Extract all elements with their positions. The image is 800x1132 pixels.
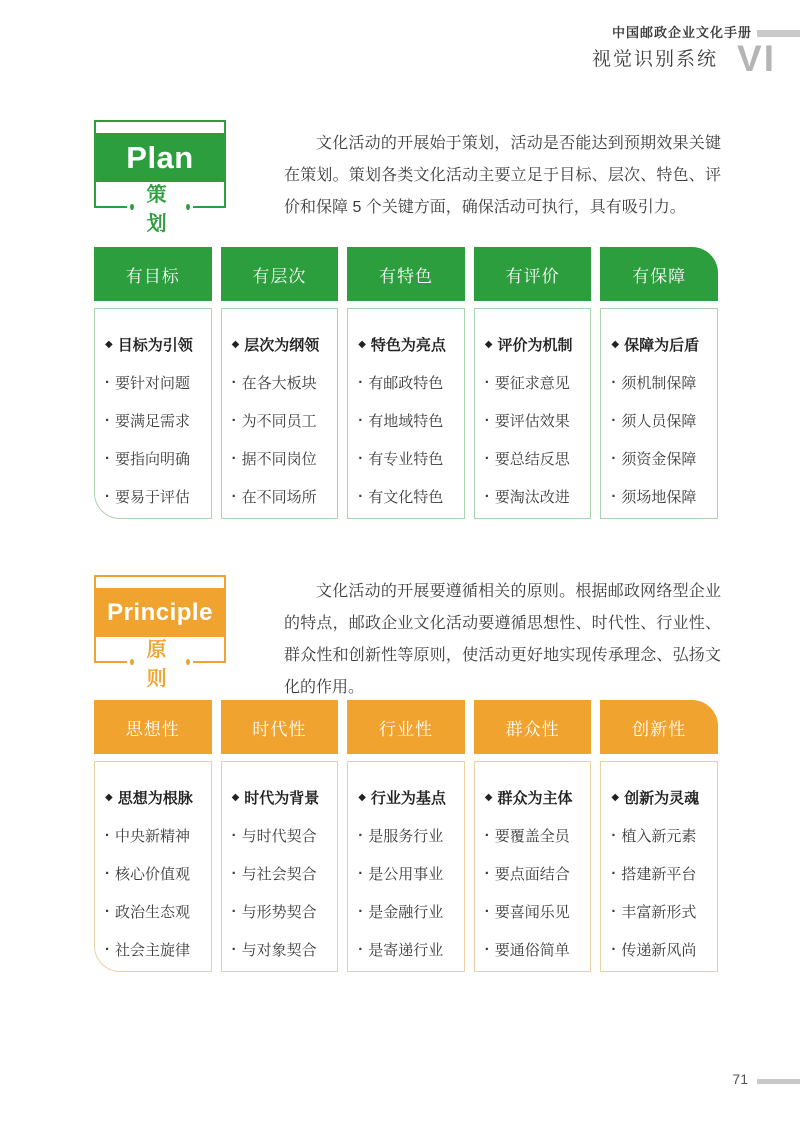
column-item-text: 须场地保障 [621,488,697,506]
diamond-bullet-icon: ◆ [484,338,493,350]
diamond-bullet-icon: ◆ [231,791,240,803]
principle-paragraph: 文化活动的开展要遵循相关的原则。根据邮政网络型企业的特点，邮政企业文化活动要遵循思想性、时代性、行业性、群众性和创新性等原则，使活动更好地实现传承理念、弘扬文化的作用。 [284,583,721,696]
plan-body-cell [474,308,592,519]
column-item-row [232,854,336,892]
dot-bullet-icon: · [358,864,364,882]
diamond-bullet-icon: ◆ [105,338,113,350]
column-item-row [358,439,462,477]
column-item-row [105,892,209,930]
column-item-text: 要覆盖全员 [494,827,570,845]
column-item-text: 是金融行业 [368,903,444,921]
dot-bullet-icon: · [231,373,237,391]
column-item-row [611,854,715,892]
column-item-row [485,892,589,930]
dot-bullet-icon: · [611,411,617,429]
column-item-text: 中央新精神 [115,827,191,845]
dot-bullet-icon: · [231,449,237,467]
dot-bullet-icon: · [231,826,237,844]
column-item-row [105,363,209,401]
column-title-text: 行业为基点 [370,789,446,807]
principle-body-cell [94,761,212,972]
column-item-text: 要易于评估 [115,488,191,506]
dot-bullet-icon: · [105,373,110,391]
dot-bullet-icon: · [105,940,110,958]
column-item-row [105,930,209,968]
principle-body-cell [221,761,339,972]
column-item-text: 与时代契合 [241,827,317,845]
principle-body-cell [600,761,718,972]
dot-bullet-icon: · [358,487,364,505]
dot-bullet-icon: · [105,411,110,429]
principle-badge [94,575,226,690]
plan-column-goal [94,247,212,519]
dot-bullet-icon: · [484,902,490,920]
column-item-row [485,363,589,401]
page-number: 71 [732,1071,748,1087]
plan-badge-zh: 策划 [146,184,169,235]
dot-bullet-icon: · [611,826,617,844]
column-title-row [232,778,336,816]
column-item-text: 为不同员工 [241,412,317,430]
plan-table [94,247,718,519]
column-item-row [611,892,715,930]
dot-bullet-icon: · [611,487,617,505]
footer-decor-bar [757,1079,800,1084]
diamond-bullet-icon: ◆ [484,791,493,803]
column-item-text: 要淘汰改进 [494,488,570,506]
dot-bullet-icon: · [358,411,364,429]
principle-header-cell: 思想性 [94,700,212,754]
column-item-row [232,401,336,439]
column-item-row [232,363,336,401]
column-item-text: 传递新风尚 [621,941,697,959]
left-dot-icon [130,204,134,210]
column-title-text: 创新为灵魂 [624,789,700,807]
principle-badge-zh: 原则 [146,639,169,690]
column-item-text: 是寄递行业 [368,941,444,959]
column-item-text: 须人员保障 [621,412,697,430]
dot-bullet-icon: · [611,902,617,920]
column-item-text: 要点面结合 [494,865,570,883]
column-item-text: 政治生态观 [115,903,191,921]
plan-column-level [221,247,339,519]
column-title-row [485,778,589,816]
column-item-text: 在不同场所 [241,488,317,506]
column-item-text: 丰富新形式 [621,903,697,921]
dot-bullet-icon: · [105,487,110,505]
column-item-text: 是服务行业 [368,827,444,845]
diamond-bullet-icon: ◆ [611,791,620,803]
plan-header-cell: 有目标 [94,247,212,301]
column-title-row [105,325,209,363]
column-item-text: 须机制保障 [621,374,697,392]
column-title-text: 群众为主体 [497,789,573,807]
diamond-bullet-icon: ◆ [611,338,620,350]
dot-bullet-icon: · [105,902,110,920]
column-item-row [611,930,715,968]
column-item-text: 要评估效果 [494,412,570,430]
column-item-text: 要总结反思 [494,450,570,468]
dot-bullet-icon: · [484,864,490,882]
plan-body-cell [221,308,339,519]
plan-body-cell [347,308,465,519]
column-item-row [105,477,209,515]
plan-column-support [600,247,718,519]
column-item-row [358,930,462,968]
column-item-text: 植入新元素 [621,827,697,845]
column-item-row [611,401,715,439]
dot-bullet-icon: · [358,449,364,467]
column-item-row [358,892,462,930]
column-item-row [105,401,209,439]
column-item-row [485,816,589,854]
column-title-text: 评价为机制 [497,336,573,354]
plan-badge-title: Plan [96,133,224,182]
column-title-row [611,325,715,363]
principle-badge-label [127,639,193,690]
column-item-row [105,439,209,477]
dot-bullet-icon: · [231,940,237,958]
column-item-row [358,854,462,892]
column-title-row [232,325,336,363]
principle-column-era [221,700,339,972]
column-item-row [105,854,209,892]
column-item-text: 要通俗简单 [494,941,570,959]
plan-header-cell: 有评价 [474,247,592,301]
dot-bullet-icon: · [358,940,364,958]
column-item-row [485,854,589,892]
plan-body-cell [600,308,718,519]
plan-paragraph: 文化活动的开展始于策划，活动是否能达到预期效果关键在策划。策划各类文化活动主要立足于目标、层次、特色、评价和保障 5 个关键方面，确保活动可执行，具有吸引力。 [284,135,721,216]
column-title-text: 特色为亮点 [370,336,446,354]
column-title-text: 目标为引领 [117,336,193,354]
principle-column-ideology [94,700,212,972]
vi-mark: VI [737,38,776,79]
dot-bullet-icon: · [611,373,617,391]
dot-bullet-icon: · [484,449,490,467]
dot-bullet-icon: · [484,487,490,505]
column-item-text: 要针对问题 [115,374,191,392]
dot-bullet-icon: · [484,411,490,429]
column-item-text: 在各大板块 [241,374,317,392]
dot-bullet-icon: · [105,826,110,844]
principle-header-cell: 时代性 [221,700,339,754]
dot-bullet-icon: · [611,864,617,882]
plan-column-feature [347,247,465,519]
right-dot-icon [186,204,190,210]
diamond-bullet-icon: ◆ [231,338,240,350]
column-item-text: 须资金保障 [621,450,697,468]
column-item-row [358,363,462,401]
handbook-title: 中国邮政企业文化手册 [611,25,752,40]
column-item-row [485,477,589,515]
column-item-text: 社会主旋律 [115,941,191,959]
column-item-text: 与对象契合 [241,941,317,959]
plan-header-cell: 有层次 [221,247,339,301]
column-item-row [232,816,336,854]
column-item-text: 是公用事业 [368,865,444,883]
column-item-text: 要征求意见 [494,374,570,392]
column-item-text: 有文化特色 [368,488,444,506]
dot-bullet-icon: · [484,826,490,844]
column-title-row [611,778,715,816]
column-item-row [485,439,589,477]
left-dot-icon [130,659,134,665]
dot-bullet-icon: · [611,940,617,958]
principle-header-cell: 群众性 [474,700,592,754]
diamond-bullet-icon: ◆ [358,791,366,803]
principle-header-cell: 行业性 [347,700,465,754]
column-item-text: 要指向明确 [115,450,191,468]
principle-column-innovation [600,700,718,972]
column-item-text: 要喜闻乐见 [494,903,570,921]
diamond-bullet-icon: ◆ [358,338,366,350]
principle-badge-title: Principle [96,588,224,637]
badge-top-strip [96,577,224,588]
column-title-row [358,325,462,363]
column-item-row [232,477,336,515]
column-item-text: 与形势契合 [241,903,317,921]
principle-body-cell [347,761,465,972]
column-item-row [358,816,462,854]
principle-column-industry [347,700,465,972]
column-title-row [358,778,462,816]
plan-badge [94,120,226,235]
plan-header-cell: 有特色 [347,247,465,301]
diamond-bullet-icon: ◆ [105,791,113,803]
column-title-text: 思想为根脉 [117,789,193,807]
dot-bullet-icon: · [231,411,237,429]
dot-bullet-icon: · [484,373,490,391]
column-item-text: 与社会契合 [241,865,317,883]
dot-bullet-icon: · [105,864,110,882]
dot-bullet-icon: · [358,826,364,844]
principle-column-mass [474,700,592,972]
dot-bullet-icon: · [105,449,110,467]
dot-bullet-icon: · [358,902,364,920]
column-title-row [105,778,209,816]
dot-bullet-icon: · [358,373,364,391]
section-subtitle: 视觉识别系统 [591,49,718,70]
column-title-text: 层次为纲领 [244,336,320,354]
column-item-text: 要满足需求 [115,412,191,430]
column-item-row [611,816,715,854]
column-item-text: 有专业特色 [368,450,444,468]
column-title-text: 保障为后盾 [624,336,700,354]
column-item-row [611,439,715,477]
dot-bullet-icon: · [484,940,490,958]
column-item-row [358,477,462,515]
right-dot-icon [186,659,190,665]
column-item-text: 有邮政特色 [368,374,444,392]
dot-bullet-icon: · [231,902,237,920]
column-item-text: 核心价值观 [115,865,191,883]
plan-badge-label [127,184,193,235]
column-item-text: 搭建新平台 [621,865,697,883]
dot-bullet-icon: · [231,864,237,882]
column-item-row [232,439,336,477]
principle-table [94,700,718,972]
column-title-text: 时代为背景 [244,789,320,807]
principle-body-cell [474,761,592,972]
dot-bullet-icon: · [231,487,237,505]
column-item-row [105,816,209,854]
column-item-text: 据不同岗位 [241,450,317,468]
column-item-row [358,401,462,439]
column-item-row [485,930,589,968]
column-item-row [611,363,715,401]
column-item-row [232,930,336,968]
column-item-text: 有地域特色 [368,412,444,430]
plan-body-cell [94,308,212,519]
column-title-row [485,325,589,363]
dot-bullet-icon: · [611,449,617,467]
plan-header-cell: 有保障 [600,247,718,301]
principle-header-cell: 创新性 [600,700,718,754]
column-item-row [232,892,336,930]
plan-column-evaluation [474,247,592,519]
column-item-row [485,401,589,439]
header-decor-bar [757,30,800,37]
column-item-row [611,477,715,515]
badge-top-strip [96,122,224,133]
